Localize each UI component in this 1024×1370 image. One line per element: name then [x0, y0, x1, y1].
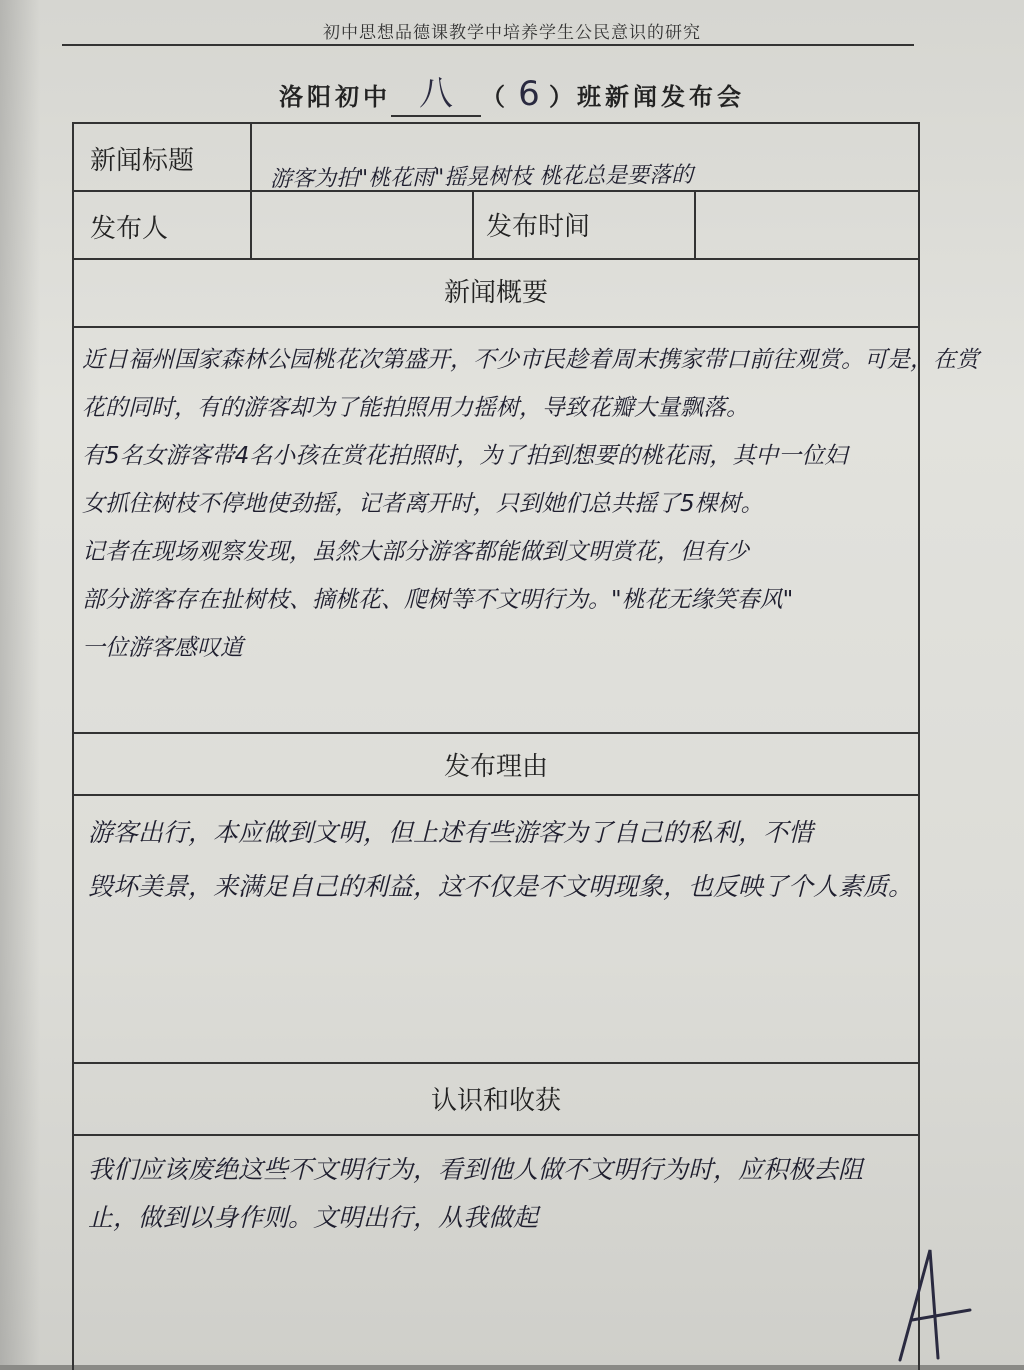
summary-line: 一位游客感叹道: [82, 635, 243, 661]
class-number: 6: [518, 74, 540, 114]
summary-line: 近日福州国家森林公园桃花次第盛开，不少市民趁着周末携家带口前往观赏。可是，在赏: [82, 347, 979, 373]
reason-heading: 发布理由: [443, 752, 548, 782]
title-suffix: 班新闻发布会: [577, 82, 745, 111]
grade-mark-signature: [890, 1240, 980, 1365]
header-rule: [62, 44, 914, 46]
news-title-label: 新闻标题: [90, 146, 195, 176]
page-title: [0, 66, 1024, 116]
gains-line: 我们应该废绝这些不文明行为，看到他人做不文明行为时，应积极去阻: [88, 1155, 864, 1184]
row-divider-3: [74, 326, 918, 328]
reason-line: 游客出行，本应做到文明，但上述有些游客为了自己的私利，不惜: [88, 818, 814, 847]
class-close: ）: [549, 82, 577, 111]
news-form: [72, 122, 979, 1370]
title-prefix: 洛阳初中: [279, 82, 391, 111]
gains-heading: 认识和收获: [430, 1086, 561, 1116]
row-divider-1: [74, 190, 918, 192]
summary-line: 有5名女游客带4名小孩在赏花拍照时，为了拍到想要的桃花雨，其中一位妇: [82, 443, 848, 469]
reason-line: 毁坏美景，来满足自己的利益，这不仅是不文明现象，也反映了个人素质。: [88, 872, 914, 901]
summary-text: [82, 336, 979, 672]
row-divider-6: [74, 1062, 918, 1064]
row-divider-5: [74, 794, 918, 796]
publisher-divider: [472, 190, 474, 258]
summary-line: 花的同时，有的游客却为了能拍照用力摇树，导致花瓣大量飘落。: [82, 395, 749, 421]
summary-line: 部分游客存在扯树枝、摘桃花、爬树等不文明行为。"桃花无缘笑春风": [82, 587, 794, 613]
row-divider-7: [74, 1134, 918, 1136]
summary-line: 记者在现场观察发现，虽然大部分游客都能做到文明赏花，但有少: [82, 539, 749, 565]
news-title-value: 游客为拍"桃花雨"摇晃树枝 桃花总是要落的: [269, 162, 694, 193]
row-divider-4: [74, 732, 918, 734]
row-divider-2: [74, 258, 918, 260]
paper-shadow: [0, 0, 40, 1365]
header-subtitle: 初中思想品德课教学中培养学生公民意识的研究: [323, 23, 701, 43]
grade-value: 八: [419, 74, 453, 114]
gains-text: [88, 1146, 863, 1242]
time-divider: [694, 190, 696, 258]
reason-text: [88, 806, 913, 914]
class-open: （: [481, 82, 509, 111]
publisher-label: 发布人: [90, 214, 169, 244]
gains-line: 止，做到以身作则。文明出行，从我做起: [88, 1203, 539, 1232]
grade-blank: [391, 66, 481, 117]
summary-heading: 新闻概要: [443, 278, 548, 308]
publish-time-label: 发布时间: [486, 212, 591, 242]
summary-line: 女抓住树枝不停地使劲摇，记者离开时，只到她们总共摇了5棵树。: [82, 491, 764, 517]
